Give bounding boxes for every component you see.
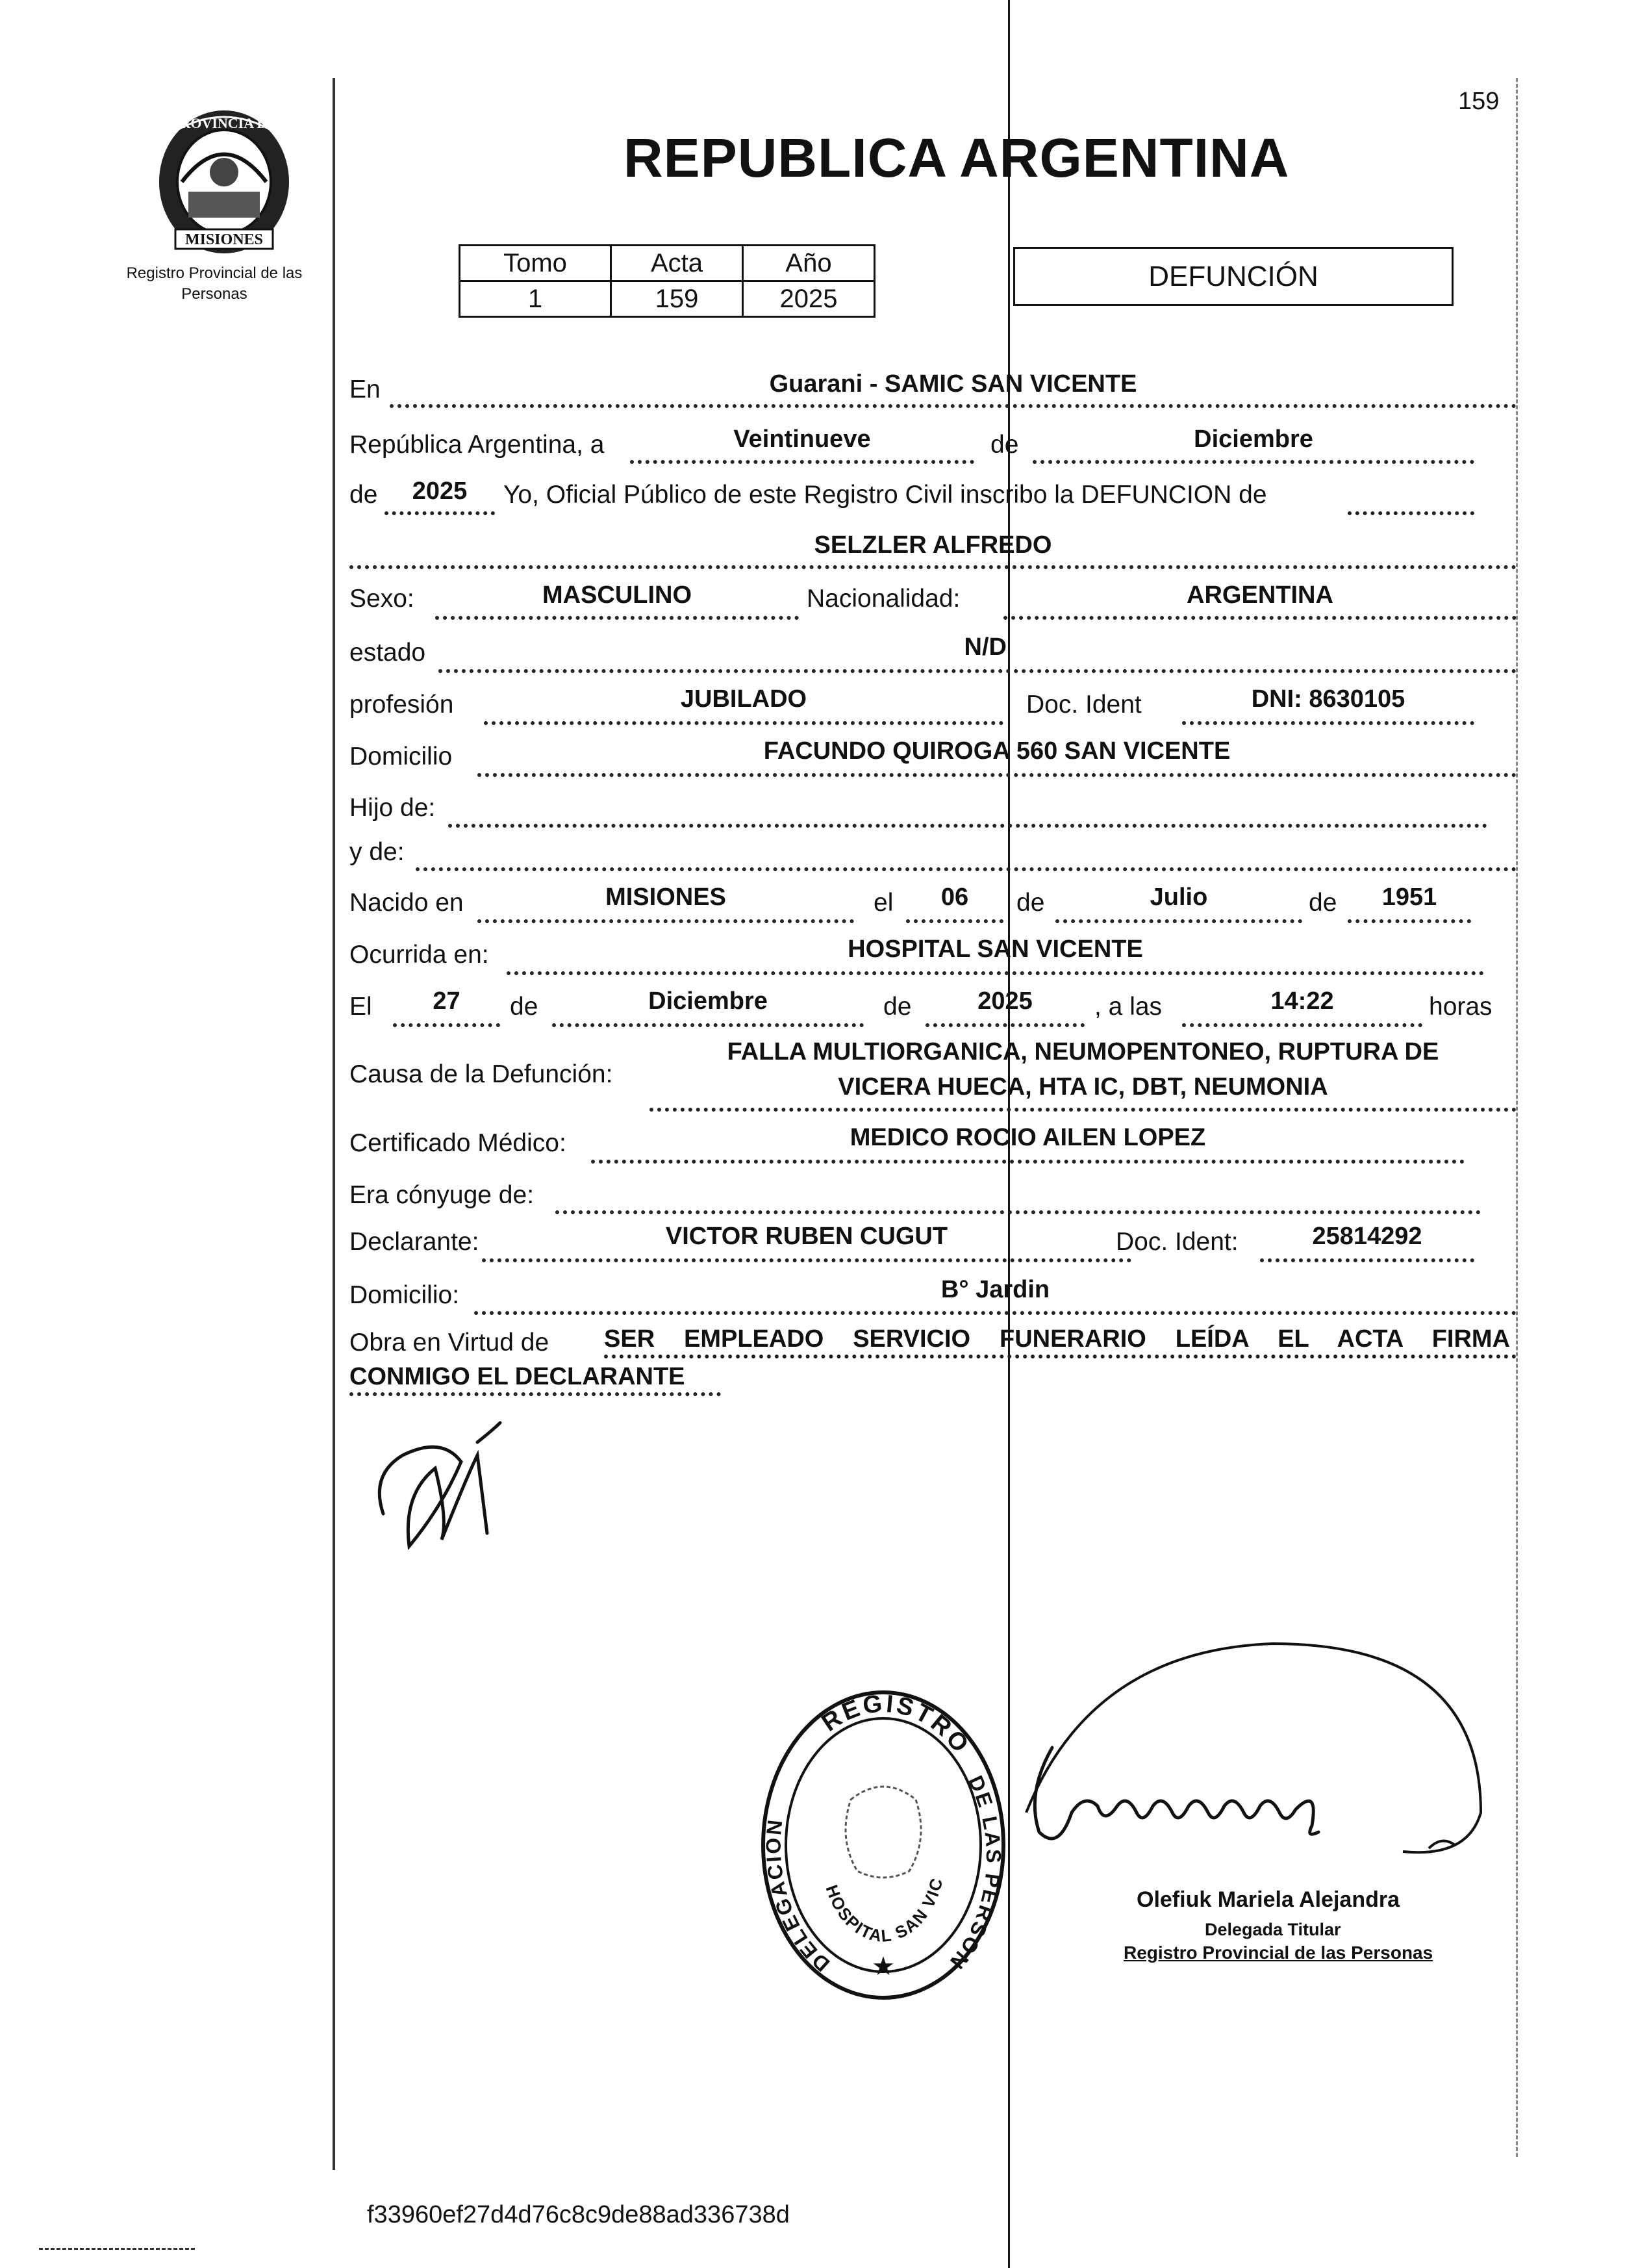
doc-type-box: DEFUNCIÓN — [1013, 247, 1454, 306]
en-value: Guarani - SAMIC SAN VICENTE — [769, 370, 1137, 398]
official-office: Registro Provincial de las Personas — [1124, 1943, 1433, 1963]
header-acta: Acta — [611, 246, 743, 281]
nacido-month-dots — [1055, 919, 1302, 923]
nacido-day-dots — [906, 919, 1003, 923]
svg-text:REGISTRO — [817, 1690, 976, 1759]
y-de-dots — [416, 867, 1517, 871]
domicilio-label: Domicilio — [349, 743, 453, 771]
obra-dots-2 — [349, 1392, 721, 1396]
doc-ident-value: DNI: 8630105 — [1251, 685, 1405, 713]
sexo-value: MASCULINO — [542, 581, 692, 609]
profesion-value: JUBILADO — [680, 685, 807, 713]
domicilio2-dots — [474, 1311, 1517, 1315]
oficial-text: Yo, Oficial Público de este Registro Civil inscribo la DEFUNCION de — [503, 481, 1267, 509]
deceased-name: SELZLER ALFREDO — [814, 531, 1052, 559]
nacido-year: 1951 — [1381, 884, 1437, 911]
certificado-label: Certificado Médico: — [349, 1129, 566, 1157]
nacido-day: 06 — [940, 884, 969, 911]
ocurrida-label: Ocurrida en: — [349, 941, 489, 969]
conyuge-label: Era cónyuge de: — [349, 1181, 535, 1209]
causa-label: Causa de la Defunción: — [349, 1060, 613, 1088]
obra-line-2: CONMIGO EL DECLARANTE — [349, 1363, 685, 1390]
republica-label: República Argentina, a — [349, 431, 605, 459]
svg-text:★: ★ — [872, 1952, 895, 1981]
ocurrida-dots — [507, 971, 1484, 975]
stamp-text-top: REGISTRO — [816, 1690, 976, 1760]
profesion-dots — [484, 721, 1003, 725]
footer-hash: f33960ef27d4d76c8c9de88ad336738d — [367, 2201, 790, 2228]
nacionalidad-label: Nacionalidad: — [807, 585, 961, 613]
fecha-de-label-1: de — [510, 993, 538, 1021]
fecha-year: 2025 — [977, 987, 1033, 1015]
month-dots — [1033, 460, 1474, 464]
fecha-year-dots — [926, 1023, 1085, 1027]
value-acta: 159 — [611, 281, 743, 317]
nacido-de-label-2: de — [1309, 889, 1337, 917]
estado-label: estado — [349, 639, 426, 667]
domicilio-value: FACUNDO QUIROGA 560 SAN VICENTE — [763, 737, 1231, 765]
causa-line-1: FALLA MULTIORGANICA, NEUMOPENTONEO, RUPTURA DE — [727, 1038, 1439, 1065]
value-tomo: 1 — [460, 281, 611, 317]
seal-text-bottom: MISIONES — [184, 231, 264, 248]
nacido-place: MISIONES — [605, 884, 726, 911]
doc-ident2-label: Doc. Ident: — [1116, 1228, 1239, 1256]
fecha-time-dots — [1182, 1023, 1422, 1027]
de-label-2: de — [349, 481, 378, 509]
certificado-dots — [591, 1160, 1465, 1164]
domicilio2-value: B° Jardin — [940, 1276, 1050, 1303]
sexo-label: Sexo: — [349, 585, 414, 613]
provincial-seal — [149, 101, 299, 257]
y-de-label: y de: — [349, 838, 405, 866]
estado-dots — [438, 669, 1517, 673]
page-number: 159 — [1458, 88, 1500, 115]
causa-dots — [649, 1108, 1517, 1112]
hijo-de-label: Hijo de: — [349, 794, 436, 822]
fecha-day: 27 — [433, 987, 460, 1015]
fecha-time: 14:22 — [1270, 987, 1334, 1015]
domicilio-dots — [477, 773, 1517, 777]
day-dots — [630, 460, 974, 464]
official-title: Delegada Titular — [1205, 1920, 1341, 1939]
bottom-left-dashes — [39, 2248, 195, 2250]
doc-ident2-dots — [1260, 1258, 1474, 1262]
declarant-signature — [364, 1416, 520, 1566]
de-label-1: de — [990, 431, 1019, 459]
declarante-label: Declarante: — [349, 1228, 479, 1256]
obra-dots-1 — [604, 1355, 1517, 1358]
svg-text:DELEGACION DEL — [753, 1689, 834, 1976]
stamp-text-right: DE LAS PERSON — [944, 1772, 1005, 1975]
doc-ident-label: Doc. Ident — [1026, 691, 1142, 719]
name-dots — [349, 565, 1517, 569]
nacido-place-dots — [477, 919, 854, 923]
fecha-month: Diciembre — [648, 987, 768, 1015]
obra-line-1: SER EMPLEADO SERVICIO FUNERARIO LEÍDA EL ACTA FIRMA — [604, 1325, 1510, 1353]
certificado-value: MEDICO ROCIO AILEN LOPEZ — [850, 1124, 1206, 1151]
nacido-month: Julio — [1150, 884, 1208, 911]
month-value: Diciembre — [1194, 426, 1313, 453]
year-dots — [384, 511, 495, 515]
hijo-de-dots — [448, 824, 1487, 828]
domicilio2-label: Domicilio: — [349, 1281, 460, 1309]
stamp-text-left: DELEGACION — [761, 1816, 835, 1977]
fecha-el-label: El — [349, 993, 372, 1021]
oficial-dots — [1348, 511, 1474, 515]
stamp-text-inner: HOSPITAL SAN VIC — [822, 1875, 947, 1946]
day-value: Veintinueve — [733, 426, 871, 453]
year-value: 2025 — [412, 478, 468, 505]
estado-value: N/D — [964, 633, 1007, 661]
value-ano: 2025 — [743, 281, 875, 317]
header-ano: Año — [743, 246, 875, 281]
nacido-de-label-1: de — [1016, 889, 1045, 917]
declarante-value: VICTOR RUBEN CUGUT — [665, 1223, 948, 1250]
nacionalidad-dots — [1003, 616, 1517, 620]
profesion-label: profesión — [349, 691, 454, 719]
official-signature — [1013, 1598, 1507, 1910]
doc-ident-dots — [1182, 721, 1474, 725]
delegacion-stamp — [753, 1689, 1013, 2001]
header-tomo: Tomo — [460, 246, 611, 281]
doc-ident2-value: 25814292 — [1312, 1223, 1422, 1250]
left-margin-rule — [333, 78, 335, 2170]
conyuge-dots — [555, 1210, 1481, 1214]
seal-text-top: PROVINCIA DE — [171, 115, 277, 131]
sexo-dots — [435, 616, 799, 620]
nacido-label: Nacido en — [349, 889, 464, 917]
declarante-dots — [482, 1258, 1131, 1262]
page-title: REPUBLICA ARGENTINA — [624, 127, 1290, 188]
tomo-acta-ano-table — [459, 244, 875, 318]
nacido-year-dots — [1348, 919, 1471, 923]
obra-label: Obra en Virtud de — [349, 1329, 549, 1357]
nacionalidad-value: ARGENTINA — [1187, 581, 1333, 609]
causa-line-2: VICERA HUECA, HTA IC, DBT, NEUMONIA — [838, 1073, 1328, 1101]
en-dots — [390, 404, 1517, 408]
fecha-a-las-label: , a las — [1094, 993, 1163, 1021]
en-label: En — [349, 376, 381, 403]
fecha-day-dots — [393, 1023, 500, 1027]
registry-label: Registro Provincial de las Personas — [126, 264, 303, 303]
fecha-horas-label: horas — [1429, 993, 1493, 1021]
fecha-de-label-2: de — [883, 993, 912, 1021]
fecha-month-dots — [552, 1023, 864, 1027]
official-name: Olefiuk Mariela Alejandra — [1137, 1887, 1400, 1912]
nacido-el-label: el — [874, 889, 894, 917]
ocurrida-value: HOSPITAL SAN VICENTE — [848, 936, 1143, 963]
